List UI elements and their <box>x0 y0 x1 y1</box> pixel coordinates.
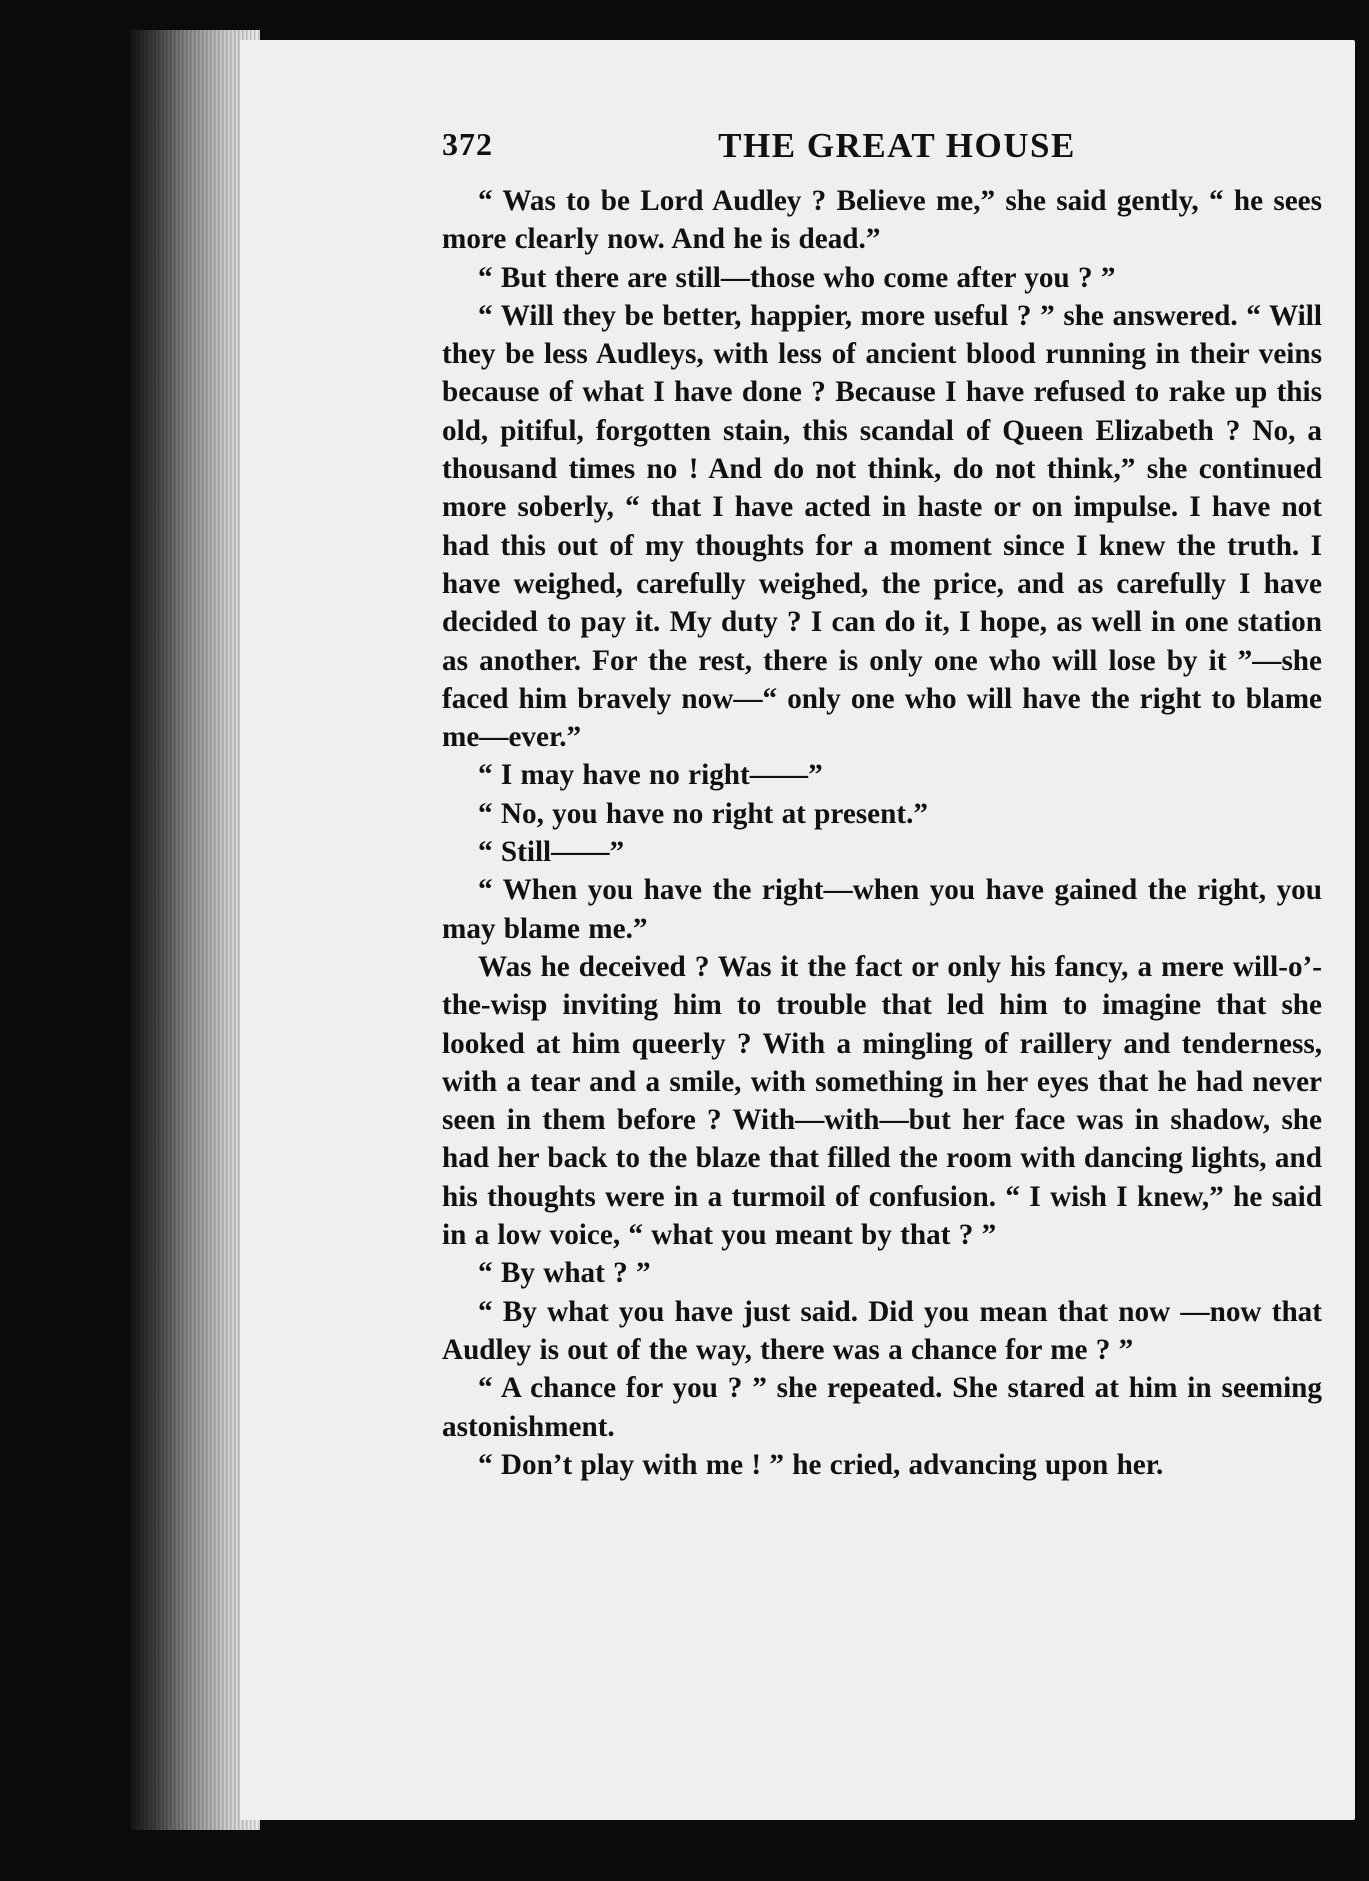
paragraph: “ A chance for you ? ” she repeated. She stared at him in seeming astonishment. <box>442 1372 1322 1443</box>
paragraph: “ When you have the right—when you have gained the right, you may blame me.” <box>442 874 1322 945</box>
page-sheet <box>240 40 1355 1820</box>
paragraph: “ By what ? ” <box>478 1257 651 1290</box>
running-title: THE GREAT HOUSE <box>718 126 1076 165</box>
page-number: 372 <box>442 126 493 162</box>
paragraph: “ I may have no right——” <box>478 759 823 792</box>
running-head <box>442 126 1322 176</box>
paragraph: “ Will they be better, happier, more useful ? ” she answered. “ Will they be less Audleys, with less of ancient blood running in their veins because of what I have done ? Because I have refused to rake up this old, pitiful, forgotten stain, this scandal of Queen Elizabeth ? No, a thousand times no ! And do not think, do not think,” she continued more soberly, “ that I have acted in haste or on impulse. I have not had this out of my thoughts for a moment since I knew the truth. I have weighed, carefully weighed, the price, and as carefully I have decided to pay it. My duty ? I can do it, I hope, as well in one station as another. For the rest, there is only one who will lose by it ”—she faced him bravely now—“ only one who will have the right to blame me—ever.” <box>442 299 1322 754</box>
paragraph: “ Don’t play with me ! ” he cried, advancing upon her. <box>478 1448 1164 1481</box>
page-content <box>442 126 1322 1484</box>
paragraph: “ No, you have no right at present.” <box>478 797 928 830</box>
paragraph: Was he deceived ? Was it the fact or only his fancy, a mere will-o’-the-wisp inviting him to trouble that led him to imagine that she looked at him queerly ? With a mingling of raillery and tenderness, with a tear and a smile, with something in her eyes that he had never seen in them before ? With—with—but her face was in shadow, she had her back to the blaze that filled the room with dancing lights, and his thoughts were in a turmoil of confusion. “ I wish I knew,” he said in a low voice, “ what you meant by that ? ” <box>442 950 1322 1252</box>
paragraph: “ But there are still—those who come after you ? ” <box>478 261 1116 294</box>
paragraph: “ Was to be Lord Audley ? Believe me,” she said gently, “ he sees more clearly now. And he is dead.” <box>442 185 1322 256</box>
body-text <box>442 182 1322 1484</box>
paragraph: “ By what you have just said. Did you mean that now —now that Audley is out of the way, there was a chance for me ? ” <box>442 1295 1322 1366</box>
paragraph: “ Still——” <box>478 836 625 869</box>
